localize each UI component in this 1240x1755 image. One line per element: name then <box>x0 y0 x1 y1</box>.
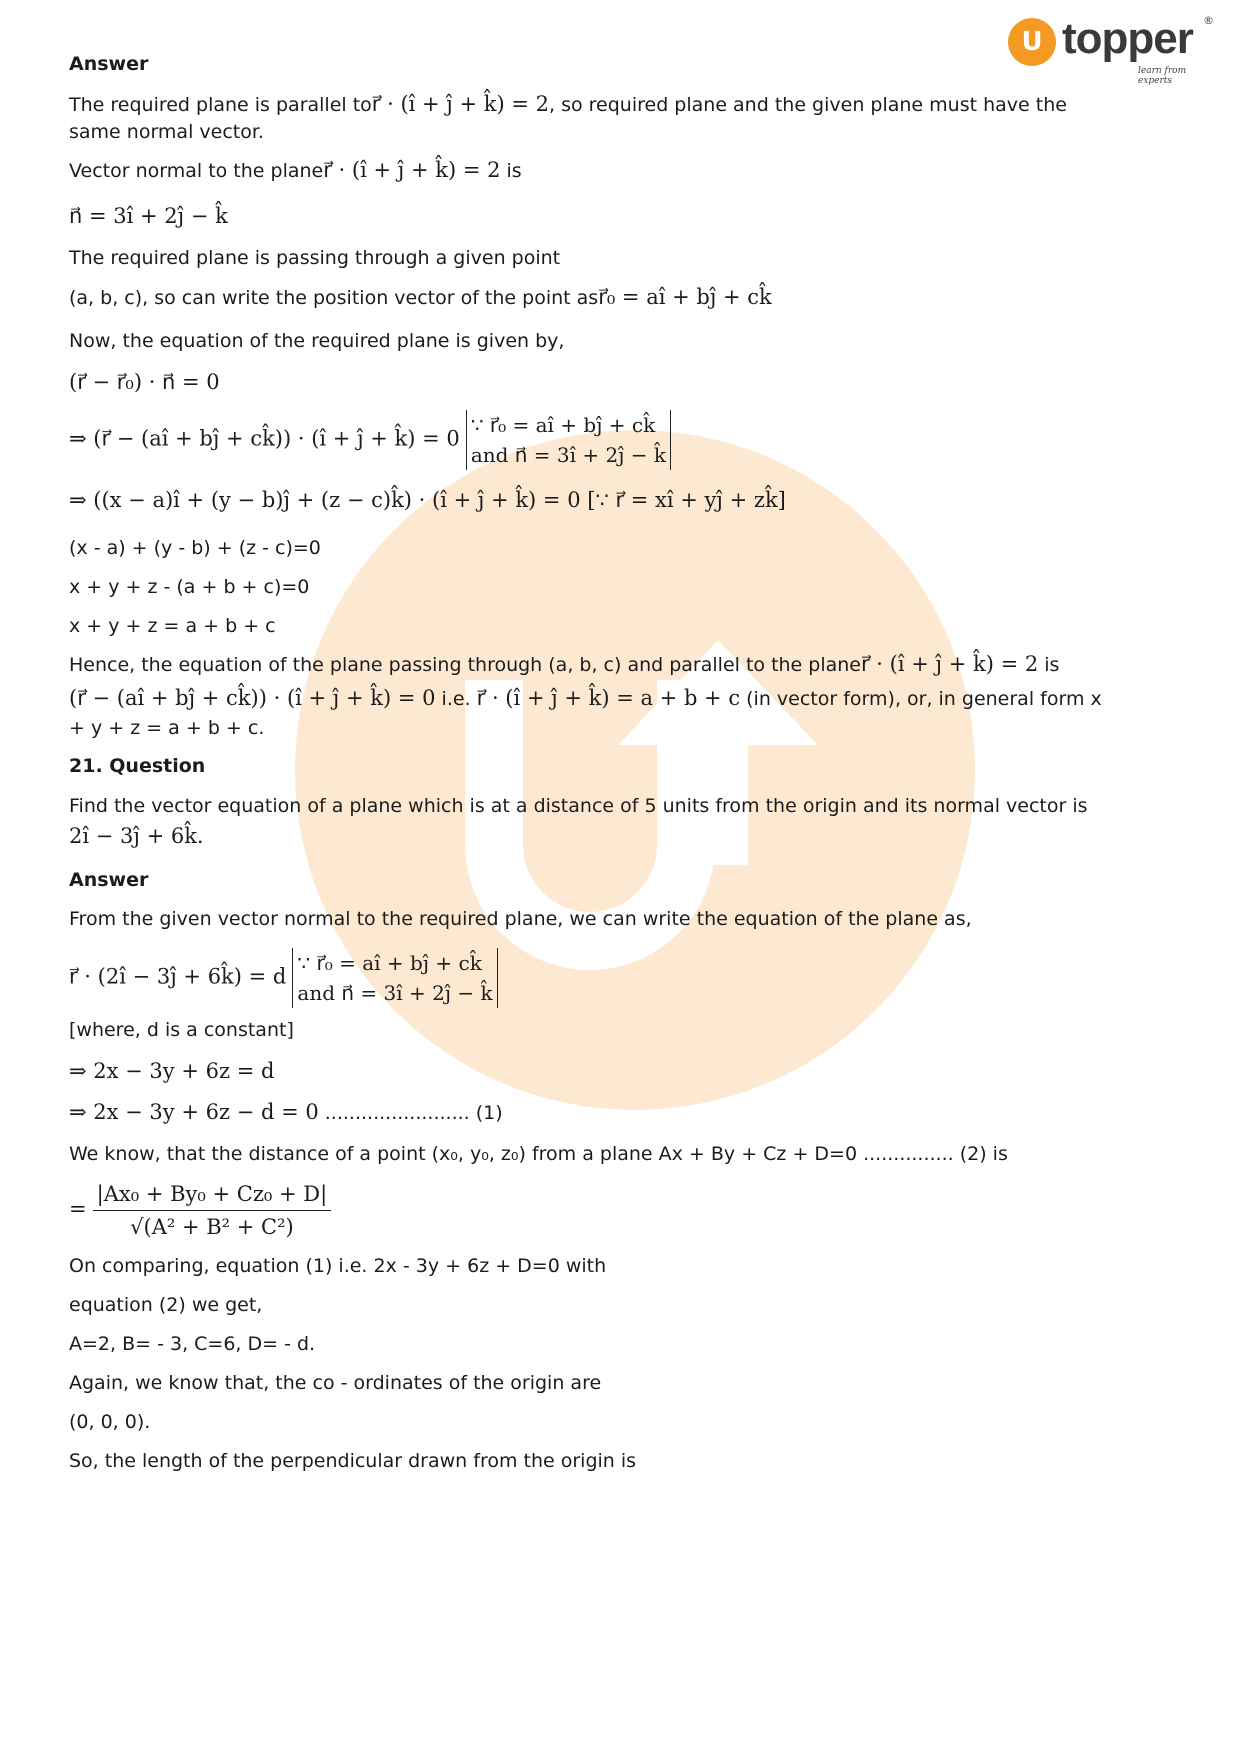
text-line: x + y + z - (a + b + c)=0 <box>69 576 310 598</box>
text-line: + y + z = a + b + c. <box>69 717 265 739</box>
text-line: (x - a) + (y - b) + (z - c)=0 <box>69 537 321 559</box>
math-expression: r⃗ · (î + ĵ + k̂) = 2 <box>323 158 501 182</box>
text-line: (r⃗ − (aî + bĵ + ck̂)) · (î + ĵ + k̂) = 0 i.e. r⃗ · (î + ĵ + k̂) = a + b + c (in vector form), or, in general form x <box>69 686 1102 710</box>
math-step: r⃗ · (2î − 3ĵ + 6k̂) = d ∵ r⃗₀ = aî + bĵ + ck̂ and n⃗ = 3î + 2ĵ − k̂ <box>69 948 498 1008</box>
text-line: (a, b, c), so can write the position vector of the point asr⃗₀ = aî + bĵ + ck̂ <box>69 285 772 309</box>
topper-logo <box>1008 14 1218 84</box>
logo-u-icon: U <box>1008 18 1056 66</box>
text-line: A=2, B= - 3, C=6, D= - d. <box>69 1333 316 1355</box>
text-line: Vector normal to the planer⃗ · (î + ĵ + k̂) = 2 is <box>69 158 522 182</box>
text-line: same normal vector. <box>69 121 264 143</box>
math-equation: (r⃗ − r⃗₀) · n⃗ = 0 <box>69 370 220 394</box>
text-line: Now, the equation of the required plane is given by, <box>69 330 565 352</box>
question-heading: 21. Question <box>69 755 206 777</box>
question-text: Find the vector equation of a plane which is at a distance of 5 units from the origin and its normal vector is <box>69 795 1088 817</box>
text-line: On comparing, equation (1) i.e. 2x - 3y + 6z + D=0 with <box>69 1255 607 1277</box>
logo-registered-mark: ® <box>1203 14 1214 27</box>
bracket-note: ∵ r⃗₀ = aî + bĵ + ck̂ and n⃗ = 3î + 2ĵ − k̂ <box>466 410 671 470</box>
text-line: We know, that the distance of a point (x₀, y₀, z₀) from a plane Ax + By + Cz + D=0 ............... (2) is <box>69 1143 1008 1165</box>
math-step: ⇒ 2x − 3y + 6z − d = 0 ........................ (1) <box>69 1100 503 1124</box>
text-line: Again, we know that, the co - ordinates of the origin are <box>69 1372 602 1394</box>
math-step: ⇒ (r⃗ − (aî + bĵ + ck̂)) · (î + ĵ + k̂) = 0 ∵ r⃗₀ = aî + bĵ + ck̂ and n⃗ = 3î + 2ĵ − k̂ <box>69 410 671 470</box>
text-line: So, the length of the perpendicular drawn from the origin is <box>69 1450 637 1472</box>
text-line: (0, 0, 0). <box>69 1411 151 1433</box>
math-expression: 2î − 3ĵ + 6k̂. <box>69 824 204 848</box>
answer-heading: Answer <box>69 869 149 891</box>
math-expression: (r⃗ − (aî + bĵ + ck̂)) · (î + ĵ + k̂) = 0 <box>69 686 436 710</box>
bracket-note: ∵ r⃗₀ = aî + bĵ + ck̂ and n⃗ = 3î + 2ĵ − k̂ <box>292 948 497 1008</box>
math-step: ⇒ ((x − a)î + (y − b)ĵ + (z − c)k̂) · (î + ĵ + k̂) = 0 [∵ r⃗ = xî + yĵ + zk̂] <box>69 488 786 512</box>
text-line: The required plane is passing through a given point <box>69 247 561 269</box>
math-expression: r⃗ · (î + ĵ + k̂) = a + b + c <box>476 686 741 710</box>
fraction: $\frac{\text{|Ax₀ + By₀ + Cz₀ + D|}}{\text{√(A² + B² + C²)}}$ <box>93 1180 332 1241</box>
logo-tagline: learn from experts <box>1138 66 1187 86</box>
text-line: equation (2) we get, <box>69 1294 263 1316</box>
math-step: ⇒ 2x − 3y + 6z = d <box>69 1059 275 1083</box>
text-line: x + y + z = a + b + c <box>69 615 276 637</box>
text-line: Hence, the equation of the plane passing through (a, b, c) and parallel to the planer⃗ · (î + ĵ + k̂) = 2 is <box>69 652 1060 676</box>
logo-wordmark: topper <box>1062 14 1193 63</box>
math-expression: r⃗ · (î + ĵ + k̂) = 2 <box>861 652 1039 676</box>
math-expression: r⃗₀ = aî + bĵ + ck̂ <box>598 285 772 309</box>
math-normal-vector: n⃗ = 3î + 2ĵ − k̂ <box>69 204 228 228</box>
text-line: [where, d is a constant] <box>69 1019 294 1041</box>
text-line: From the given vector normal to the required plane, we can write the equation of the plane as, <box>69 908 972 930</box>
answer-heading: Answer <box>69 53 149 75</box>
text-line: The required plane is parallel tor⃗ · (î + ĵ + k̂) = 2, so required plane and the given plane must have the <box>69 92 1067 116</box>
distance-formula: = $\frac{\text{|Ax₀ + By₀ + Cz₀ + D|}}{\text{√(A² + B² + C²)}}$ <box>69 1180 331 1241</box>
math-expression: r⃗ · (î + ĵ + k̂) = 2 <box>371 92 549 116</box>
